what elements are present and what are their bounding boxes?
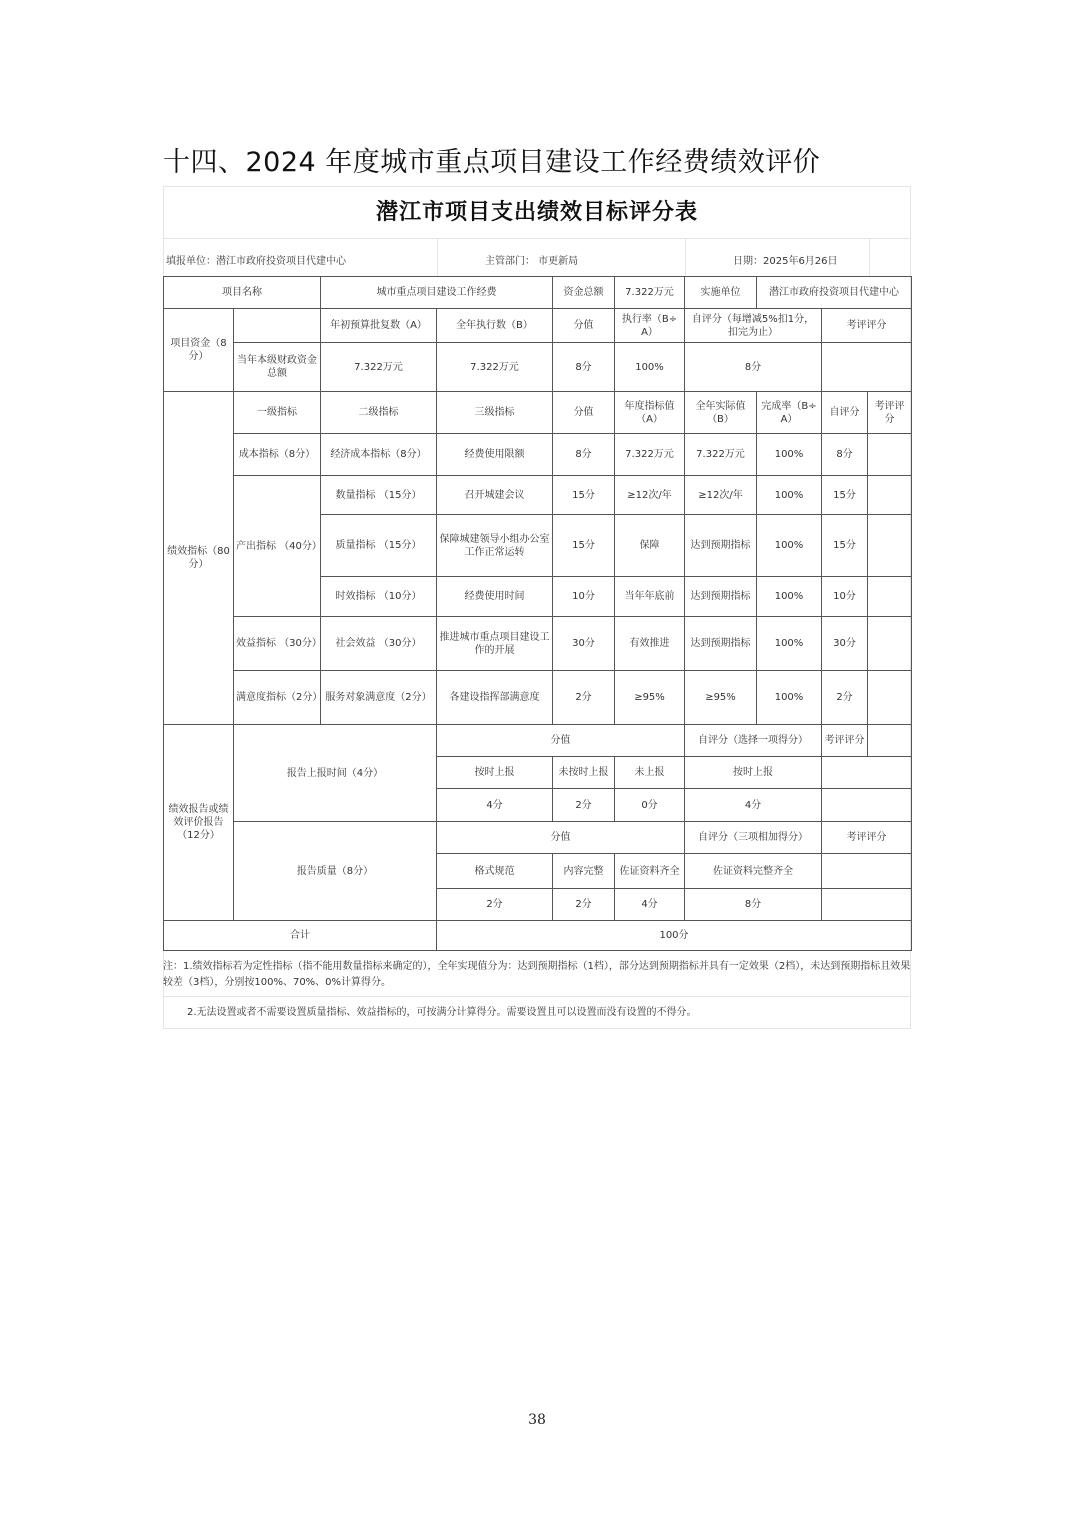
satisfaction-indicator: 满意度指标（2分） [234, 671, 321, 725]
date: 日期：2025年6月26日 [733, 256, 838, 267]
option-on-time: 按时上报 [437, 757, 553, 789]
social-benefit-indicator: 社会效益 （30分） [321, 617, 437, 671]
level2-header: 二级指标 [321, 392, 437, 434]
self-score-header: 自评分（选择一项得分） [685, 725, 822, 757]
implementing-unit: 潜江市政府投资项目代建中心 [757, 277, 912, 309]
indicator-evaluation [868, 434, 912, 476]
indicator-completion: 100% [757, 476, 822, 515]
indicator-target: 当年年底前 [615, 577, 685, 617]
report-label: 绩效报告或绩效评价报告（12分） [164, 725, 234, 921]
evaluation-header: 考评评分 [822, 822, 912, 854]
table-title: 潜江市项目支出绩效目标评分表 [375, 199, 698, 225]
blank-cell [234, 309, 321, 343]
performance-label: 绩效指标（80分） [164, 392, 234, 725]
indicator-item: 各建设指挥部满意度 [437, 671, 553, 725]
evaluation-value [822, 343, 912, 392]
budget-header: 年初预算批复数（A） [321, 309, 437, 343]
score-table [163, 276, 912, 951]
note-2: 2.无法设置或者不需要设置质量指标、效益指标的，可按满分计算得分。需要设置且可以设置而没有设置的不得分。 [187, 1007, 697, 1018]
meta-divider [437, 238, 438, 276]
indicator-completion: 100% [757, 434, 822, 476]
option-format: 格式规范 [437, 854, 553, 889]
indicator-evaluation [868, 617, 912, 671]
evaluation-header: 考评评分 [822, 725, 868, 757]
option-score: 4分 [615, 889, 685, 921]
meta-divider [869, 238, 870, 276]
rate-value: 100% [615, 343, 685, 392]
table-row [164, 476, 912, 515]
indicator-self-score: 30分 [822, 617, 868, 671]
budget-value: 7.322万元 [321, 343, 437, 392]
indicator-evaluation [868, 476, 912, 515]
option-content: 内容完整 [553, 854, 615, 889]
score-value: 8分 [553, 343, 615, 392]
evaluation-value [822, 789, 912, 822]
indicator-evaluation [868, 577, 912, 617]
option-score: 2分 [437, 889, 553, 921]
indicator-self-score: 8分 [822, 434, 868, 476]
total-funds: 7.322万元 [615, 277, 685, 309]
target-header: 年度指标值（A） [615, 392, 685, 434]
indicator-score: 30分 [553, 617, 615, 671]
indicator-target: 保障 [615, 515, 685, 577]
score-header: 分值 [553, 392, 615, 434]
fiscal-funds-label: 当年本级财政资金总额 [234, 343, 321, 392]
evaluation-value [822, 889, 912, 921]
economic-cost-indicator: 经济成本指标（8分） [321, 434, 437, 476]
quality-indicator: 质量指标 （15分） [321, 515, 437, 577]
level1-header: 一级指标 [234, 392, 321, 434]
table-row [164, 343, 912, 392]
title-divider [163, 238, 911, 239]
report-quality-label: 报告质量（8分） [234, 822, 437, 921]
blank-cell [868, 725, 912, 757]
level3-header: 三级指标 [437, 392, 553, 434]
funds-label: 项目资金（8分） [164, 309, 234, 392]
benefit-indicator: 效益指标 （30分） [234, 617, 321, 671]
indicator-score: 2分 [553, 671, 615, 725]
indicator-self-score: 15分 [822, 476, 868, 515]
score-header: 分值 [437, 725, 685, 757]
score-header: 分值 [437, 822, 685, 854]
evaluation-value [822, 854, 912, 889]
project-name: 城市重点项目建设工作经费 [321, 277, 553, 309]
page-number: 38 [528, 1412, 546, 1428]
execution-header: 全年执行数（B） [437, 309, 553, 343]
indicator-score: 15分 [553, 476, 615, 515]
supervising-department: 主管部门： 市更新局 [485, 256, 579, 267]
option-not-reported: 未上报 [615, 757, 685, 789]
indicator-item: 经费使用时间 [437, 577, 553, 617]
table-row [164, 725, 912, 757]
note-divider [163, 996, 911, 997]
indicator-score: 10分 [553, 577, 615, 617]
self-choice: 按时上报 [685, 757, 822, 789]
table-row [164, 921, 912, 951]
indicator-actual: 7.322万元 [685, 434, 757, 476]
option-score: 2分 [553, 889, 615, 921]
evaluation-header: 考评评分 [868, 392, 912, 434]
indicator-score: 8分 [553, 434, 615, 476]
note-1: 注：1.绩效指标若为定性指标（指不能用数量指标来确定的），全年实现值分为：达到预期指标（1档），部分达到预期指标并具有一定效果（2档），未达到预期指标且效果较差（3档），分别按100%、70%、0%计算得分。 [163, 961, 911, 988]
indicator-item: 推进城市重点项目建设工作的开展 [437, 617, 553, 671]
self-choice: 佐证资料完整齐全 [685, 854, 822, 889]
evaluation-value [822, 757, 912, 789]
meta-divider [685, 238, 686, 276]
table-row [164, 309, 912, 343]
report-time-label: 报告上报时间（4分） [234, 725, 437, 822]
table-row [164, 392, 912, 434]
project-name-label: 项目名称 [164, 277, 321, 309]
indicator-target: ≥95% [615, 671, 685, 725]
indicator-item: 保障城建领导小组办公室工作正常运转 [437, 515, 553, 577]
indicator-target: 有效推进 [615, 617, 685, 671]
self-score-header: 自评分（每增减5%扣1分，扣完为止） [685, 309, 822, 343]
execution-value: 7.322万元 [437, 343, 553, 392]
indicator-actual: 达到预期指标 [685, 577, 757, 617]
table-row [164, 277, 912, 309]
indicator-actual: ≥12次/年 [685, 476, 757, 515]
self-score-value: 8分 [685, 889, 822, 921]
evaluation-header: 考评评分 [822, 309, 912, 343]
score-header: 分值 [553, 309, 615, 343]
indicator-completion: 100% [757, 671, 822, 725]
self-score-value: 8分 [685, 343, 822, 392]
total-funds-label: 资金总额 [553, 277, 615, 309]
self-score-header: 自评分 [822, 392, 868, 434]
self-score-header: 自评分（三项相加得分） [685, 822, 822, 854]
table-row [164, 617, 912, 671]
option-evidence: 佐证资料齐全 [615, 854, 685, 889]
completion-header: 完成率（B÷A） [757, 392, 822, 434]
indicator-target: ≥12次/年 [615, 476, 685, 515]
indicator-self-score: 2分 [822, 671, 868, 725]
table-row [164, 434, 912, 476]
indicator-target: 7.322万元 [615, 434, 685, 476]
service-satisfaction-indicator: 服务对象满意度（2分） [321, 671, 437, 725]
indicator-actual: 达到预期指标 [685, 515, 757, 577]
total-label: 合计 [164, 921, 437, 951]
indicator-completion: 100% [757, 617, 822, 671]
indicator-completion: 100% [757, 515, 822, 577]
timeliness-indicator: 时效指标 （10分） [321, 577, 437, 617]
rate-header: 执行率（B÷A） [615, 309, 685, 343]
indicator-evaluation [868, 515, 912, 577]
indicator-item: 经费使用限额 [437, 434, 553, 476]
option-late: 未按时上报 [553, 757, 615, 789]
implementing-unit-label: 实施单位 [685, 277, 757, 309]
table-row [164, 671, 912, 725]
output-indicator: 产出指标 （40分） [234, 476, 321, 617]
option-score: 2分 [553, 789, 615, 822]
option-score: 0分 [615, 789, 685, 822]
actual-header: 全年实际值（B） [685, 392, 757, 434]
self-score-value: 4分 [685, 789, 822, 822]
indicator-evaluation [868, 671, 912, 725]
indicator-actual: ≥95% [685, 671, 757, 725]
total-value: 100分 [437, 921, 912, 951]
option-score: 4分 [437, 789, 553, 822]
filing-unit: 填报单位：潜江市政府投资项目代建中心 [166, 256, 346, 267]
cost-indicator: 成本指标（8分） [234, 434, 321, 476]
indicator-self-score: 15分 [822, 515, 868, 577]
indicator-item: 召开城建会议 [437, 476, 553, 515]
table-row [164, 822, 912, 854]
indicator-score: 15分 [553, 515, 615, 577]
quantity-indicator: 数量指标 （15分） [321, 476, 437, 515]
section-heading: 十四、2024 年度城市重点项目建设工作经费绩效评价 [163, 147, 821, 178]
indicator-self-score: 10分 [822, 577, 868, 617]
indicator-completion: 100% [757, 577, 822, 617]
indicator-actual: 达到预期指标 [685, 617, 757, 671]
